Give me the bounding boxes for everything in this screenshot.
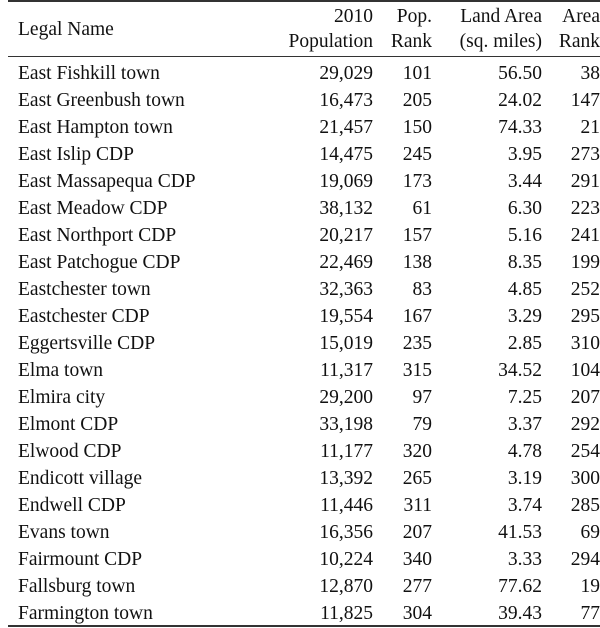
cell-legal-name: Elmont CDP [18,414,119,435]
cell-population: 32,363 [319,279,373,300]
cell-pop-rank: 245 [402,144,432,165]
cell-area-rank: 300 [570,468,600,489]
cell-land-area: 74.33 [498,117,542,138]
table-row [0,492,600,519]
cell-area-rank: 285 [570,495,600,516]
cell-legal-name: Elwood CDP [18,441,122,462]
table-row [0,465,600,492]
cell-legal-name: East Patchogue CDP [18,252,181,273]
header-land-area: Land Area (sq. miles) [459,6,542,52]
cell-legal-name: East Massapequa CDP [18,171,196,192]
cell-land-area: 3.29 [507,306,542,327]
cell-area-rank: 147 [570,90,600,111]
cell-population: 11,177 [320,441,373,462]
cell-area-rank: 254 [570,441,600,462]
cell-area-rank: 104 [570,360,600,381]
cell-population: 29,200 [319,387,373,408]
cell-pop-rank: 173 [402,171,432,192]
cell-population: 11,446 [320,495,373,516]
cell-pop-rank: 138 [402,252,432,273]
cell-area-rank: 207 [570,387,600,408]
cell-legal-name: Evans town [18,522,110,543]
cell-land-area: 8.35 [507,252,542,273]
cell-population: 38,132 [319,198,373,219]
cell-land-area: 4.85 [507,279,542,300]
cell-land-area: 34.52 [498,360,542,381]
cell-legal-name: Fallsburg town [18,576,136,597]
cell-population: 29,029 [319,63,373,84]
cell-land-area: 3.37 [507,414,542,435]
cell-area-rank: 295 [570,306,600,327]
cell-area-rank: 38 [580,63,600,84]
cell-pop-rank: 207 [402,522,432,543]
cell-land-area: 4.78 [507,441,542,462]
cell-area-rank: 199 [570,252,600,273]
cell-population: 22,469 [319,252,373,273]
cell-area-rank: 223 [570,198,600,219]
cell-population: 20,217 [319,225,373,246]
table-bottom-rule [8,625,600,627]
table-row [0,357,600,384]
table-body [0,60,600,627]
cell-legal-name: Fairmount CDP [18,549,143,570]
header-area-rank: Area Rank [558,6,600,52]
cell-pop-rank: 205 [402,90,432,111]
cell-land-area: 3.19 [507,468,542,489]
cell-pop-rank: 167 [402,306,432,327]
cell-legal-name: Farmington town [18,603,153,624]
cell-legal-name: East Northport CDP [18,225,177,246]
cell-land-area: 41.53 [498,522,542,543]
cell-pop-rank: 150 [402,117,432,138]
cell-population: 19,069 [319,171,373,192]
cell-population: 11,825 [320,603,373,624]
cell-area-rank: 273 [570,144,600,165]
cell-pop-rank: 97 [412,387,432,408]
cell-legal-name: East Fishkill town [18,63,160,84]
cell-population: 14,475 [319,144,373,165]
cell-legal-name: Eggertsville CDP [18,333,156,354]
cell-land-area: 7.25 [507,387,542,408]
cell-legal-name: Elma town [18,360,104,381]
cell-area-rank: 241 [570,225,600,246]
cell-pop-rank: 79 [412,414,432,435]
table-row [0,600,600,627]
table-row [0,222,600,249]
table-row [0,384,600,411]
cell-population: 15,019 [319,333,373,354]
cell-land-area: 6.30 [507,198,542,219]
cell-land-area: 56.50 [498,63,542,84]
cell-population: 19,554 [319,306,373,327]
cell-land-area: 3.33 [507,549,542,570]
cell-population: 16,356 [319,522,373,543]
cell-pop-rank: 277 [402,576,432,597]
cell-legal-name: East Hampton town [18,117,173,138]
cell-area-rank: 292 [570,414,600,435]
table-row [0,195,600,222]
cell-area-rank: 294 [570,549,600,570]
cell-area-rank: 291 [570,171,600,192]
table-row [0,168,600,195]
cell-pop-rank: 61 [412,198,432,219]
table-row [0,114,600,141]
cell-area-rank: 69 [580,522,600,543]
cell-population: 11,317 [320,360,373,381]
cell-legal-name: East Greenbush town [18,90,185,111]
cell-area-rank: 77 [580,603,600,624]
header-divider-rule [8,56,600,57]
cell-legal-name: Eastchester CDP [18,306,150,327]
cell-area-rank: 310 [570,333,600,354]
cell-pop-rank: 157 [402,225,432,246]
cell-pop-rank: 315 [402,360,432,381]
table-row [0,60,600,87]
cell-population: 12,870 [319,576,373,597]
header-legal-name: Legal Name [18,19,114,40]
cell-land-area: 39.43 [498,603,542,624]
table-row [0,303,600,330]
table-row [0,87,600,114]
table-row [0,411,600,438]
table-header [0,4,600,56]
table-row [0,141,600,168]
cell-pop-rank: 101 [402,63,432,84]
cell-pop-rank: 311 [403,495,432,516]
cell-population: 13,392 [319,468,373,489]
cell-population: 21,457 [319,117,373,138]
cell-population: 33,198 [319,414,373,435]
cell-land-area: 3.74 [507,495,542,516]
cell-legal-name: Endwell CDP [18,495,126,516]
cell-area-rank: 21 [580,117,600,138]
cell-land-area: 3.95 [507,144,542,165]
cell-pop-rank: 320 [402,441,432,462]
table-row [0,438,600,465]
table-row [0,573,600,600]
table-row [0,519,600,546]
cell-pop-rank: 83 [412,279,432,300]
cell-pop-rank: 304 [402,603,432,624]
header-pop-rank: Pop. Rank [390,6,432,52]
table-row [0,330,600,357]
table-top-rule [8,0,600,2]
cell-pop-rank: 340 [402,549,432,570]
table-row [0,249,600,276]
header-population: 2010 Population [288,6,373,52]
cell-land-area: 5.16 [507,225,542,246]
cell-pop-rank: 265 [402,468,432,489]
cell-legal-name: East Islip CDP [18,144,134,165]
cell-legal-name: Endicott village [18,468,143,489]
cell-area-rank: 19 [580,576,600,597]
table-row [0,276,600,303]
cell-land-area: 24.02 [498,90,542,111]
cell-area-rank: 252 [570,279,600,300]
cell-land-area: 2.85 [507,333,542,354]
cell-population: 10,224 [319,549,373,570]
cell-population: 16,473 [319,90,373,111]
cell-land-area: 3.44 [507,171,542,192]
table-row [0,546,600,573]
cell-legal-name: Eastchester town [18,279,151,300]
cell-legal-name: Elmira city [18,387,106,408]
cell-land-area: 77.62 [498,576,542,597]
cell-pop-rank: 235 [402,333,432,354]
cell-legal-name: East Meadow CDP [18,198,168,219]
